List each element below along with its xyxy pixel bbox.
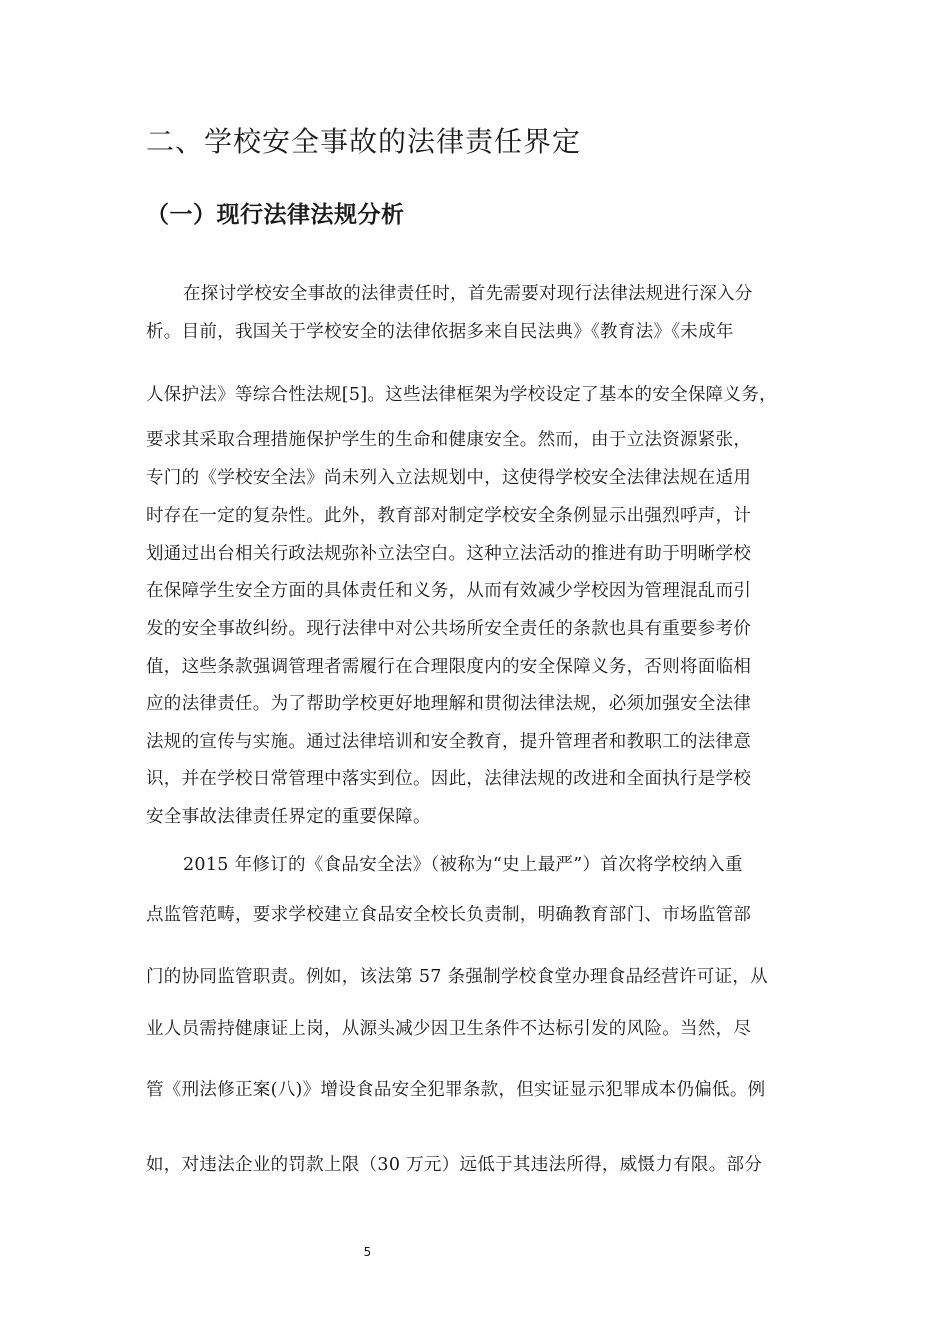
text-line: 值，这些条款强调管理者需履行在合理限度内的安全保障义务，否则将面临相: [146, 657, 752, 677]
text-line: 如，对违法企业的罚款上限（30 万元）远低于其违法所得，威慑力有限。部分: [146, 1155, 763, 1175]
text-line: 在探讨学校安全事故的法律责任时，首先需要对现行法律法规进行深入分: [183, 284, 753, 304]
text-line: 管《刑法修正案(八)》增设食品安全犯罪条款，但实证显示犯罪成本仍偏低。例: [146, 1080, 766, 1100]
text-line: 门的协同监管职责。例如，该法第 57 条强制学校食堂办理食品经营许可证，从: [146, 967, 768, 987]
text-line: 2015 年修订的《食品安全法》（被称为“史上最严”）首次将学校纳入重: [183, 855, 743, 875]
text-line: 识，并在学校日常管理中落实到位。因此，法律法规的改进和全面执行是学校: [146, 769, 752, 789]
text-line: 安全事故法律责任界定的重要保障。: [146, 807, 431, 827]
text-line: 要求其采取合理措施保护学生的生命和健康安全。然而，由于立法资源紧张，: [146, 430, 752, 450]
page-number: 5: [363, 1245, 372, 1259]
text-line: 在保障学生安全方面的具体责任和义务，从而有效减少学校因为管理混乱而引: [146, 581, 752, 601]
text-line: 点监管范畴，要求学校建立食品安全校长负责制，明确教育部门、市场监管部: [146, 905, 752, 925]
text-line: 划通过出台相关行政法规弥补立法空白。这种立法活动的推进有助于明晰学校: [146, 544, 752, 564]
text-line: 人保护法》等综合性法规[5]。这些法律框架为学校设定了基本的安全保障义务，: [146, 385, 777, 405]
text-line: 法规的宣传与实施。通过法律培训和安全教育，提升管理者和教职工的法律意: [146, 732, 752, 752]
text-line: 时存在一定的复杂性。此外，教育部对制定学校安全条例显示出强烈呼声，计: [146, 506, 752, 526]
text-line: 发的安全事故纠纷。现行法律中对公共场所安全责任的条款也具有重要参考价: [146, 619, 752, 639]
text-line: 应的法律责任。为了帮助学校更好地理解和贯彻法律法规，必须加强安全法律: [146, 694, 752, 714]
text-line: 专门的《学校安全法》尚未列入立法规划中，这使得学校安全法律法规在适用: [146, 468, 752, 488]
section-heading: 二、学校安全事故的法律责任界定: [146, 125, 582, 158]
text-line: 业人员需持健康证上岗，从源头减少因卫生条件不达标引发的风险。当然，尽: [146, 1019, 752, 1039]
text-line: 析。目前，我国关于学校安全的法律依据多来自民法典》《教育法》《未成年: [146, 322, 734, 342]
subsection-heading: （一）现行法律法规分析: [146, 202, 405, 228]
